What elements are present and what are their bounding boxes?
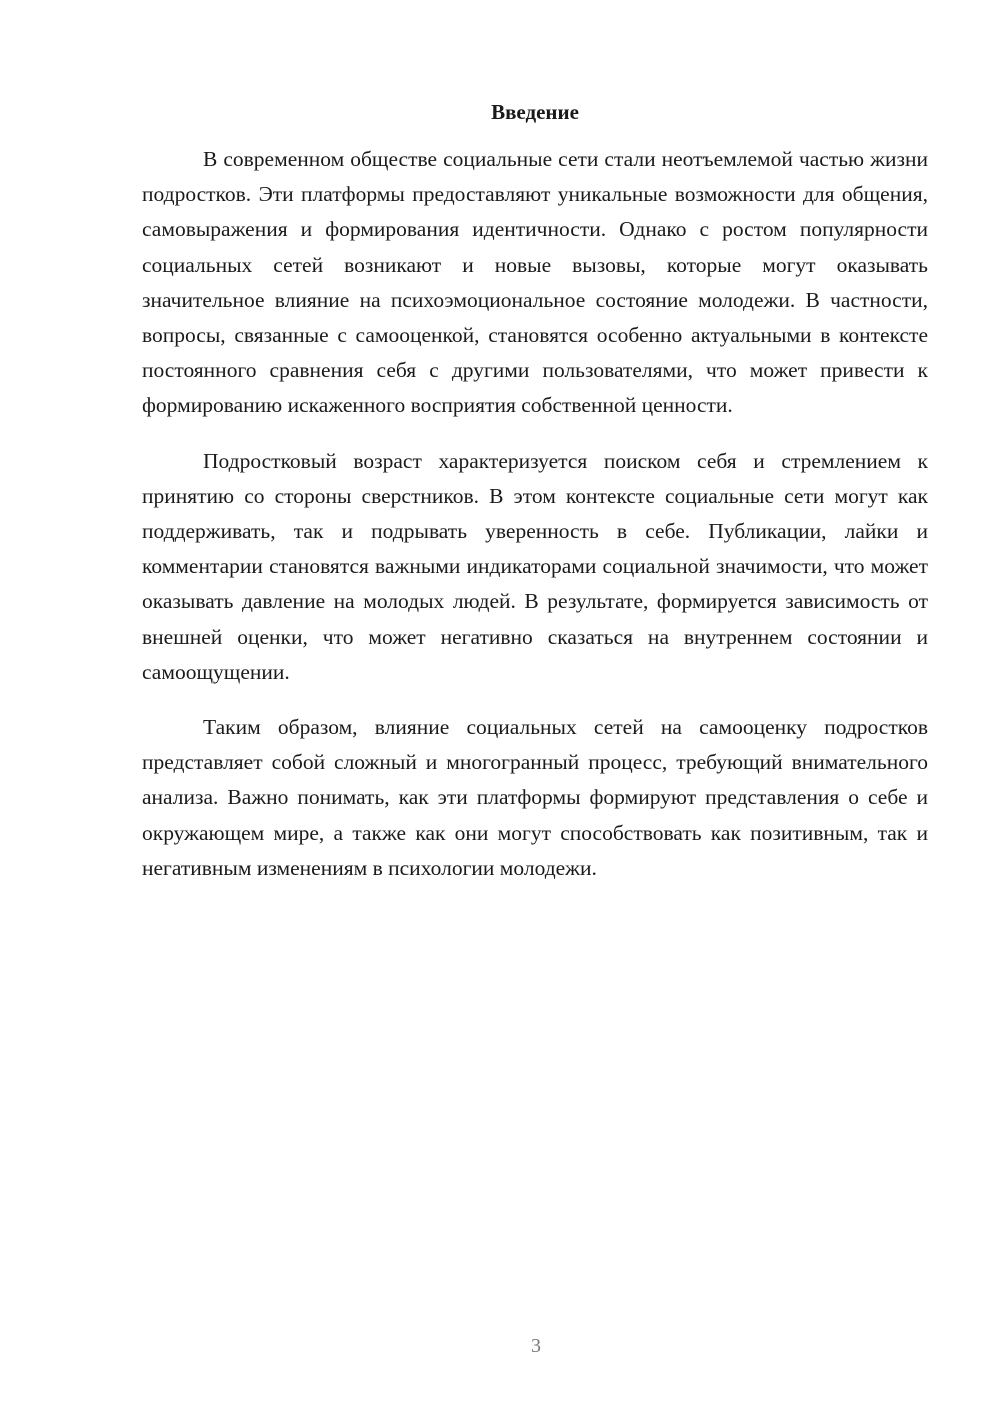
paragraph-3: Таким образом, влияние социальных сетей на самооценку подростков представляет собой сложный и многогранный процесс, требующий внимательного анализа. Важно понимать, как эти платформы формируют представления о себе и окружающем мире, а также как они могут способствовать как позитивным, так и негативным изменениям в психологии молодежи.: [142, 715, 928, 880]
page-number: 3: [531, 1335, 541, 1357]
section-heading: Введение: [491, 100, 579, 124]
paragraph-2: Подростковый возраст характеризуется поиском себя и стремлением к принятию со стороны сверстников. В этом контексте социальные сети могут как поддерживать, так и подрывать уверенность в себе. Публикации, лайки и комментарии становятся важными индикаторами социальной значимости, что может оказывать давление на молодых людей. В результате, формируется зависимость от внешней оценки, что может негативно сказаться на внутреннем состоянии и самоощущении.: [142, 448, 928, 684]
body-text: [142, 142, 928, 906]
paragraph-1: В современном обществе социальные сети стали неотъемлемой частью жизни подростков. Эти платформы предоставляют уникальные возможности для общения, самовыражения и формирования идентичности. Однако с ростом популярности социальных сетей возникают и новые вызовы, которые могут оказывать значительное влияние на психоэмоциональное состояние молодежи. В частности, вопросы, связанные с самооценкой, становятся особенно актуальными в контексте постоянного сравнения себя с другими пользователями, что может привести к формированию искаженного восприятия собственной ценности.: [142, 147, 928, 418]
